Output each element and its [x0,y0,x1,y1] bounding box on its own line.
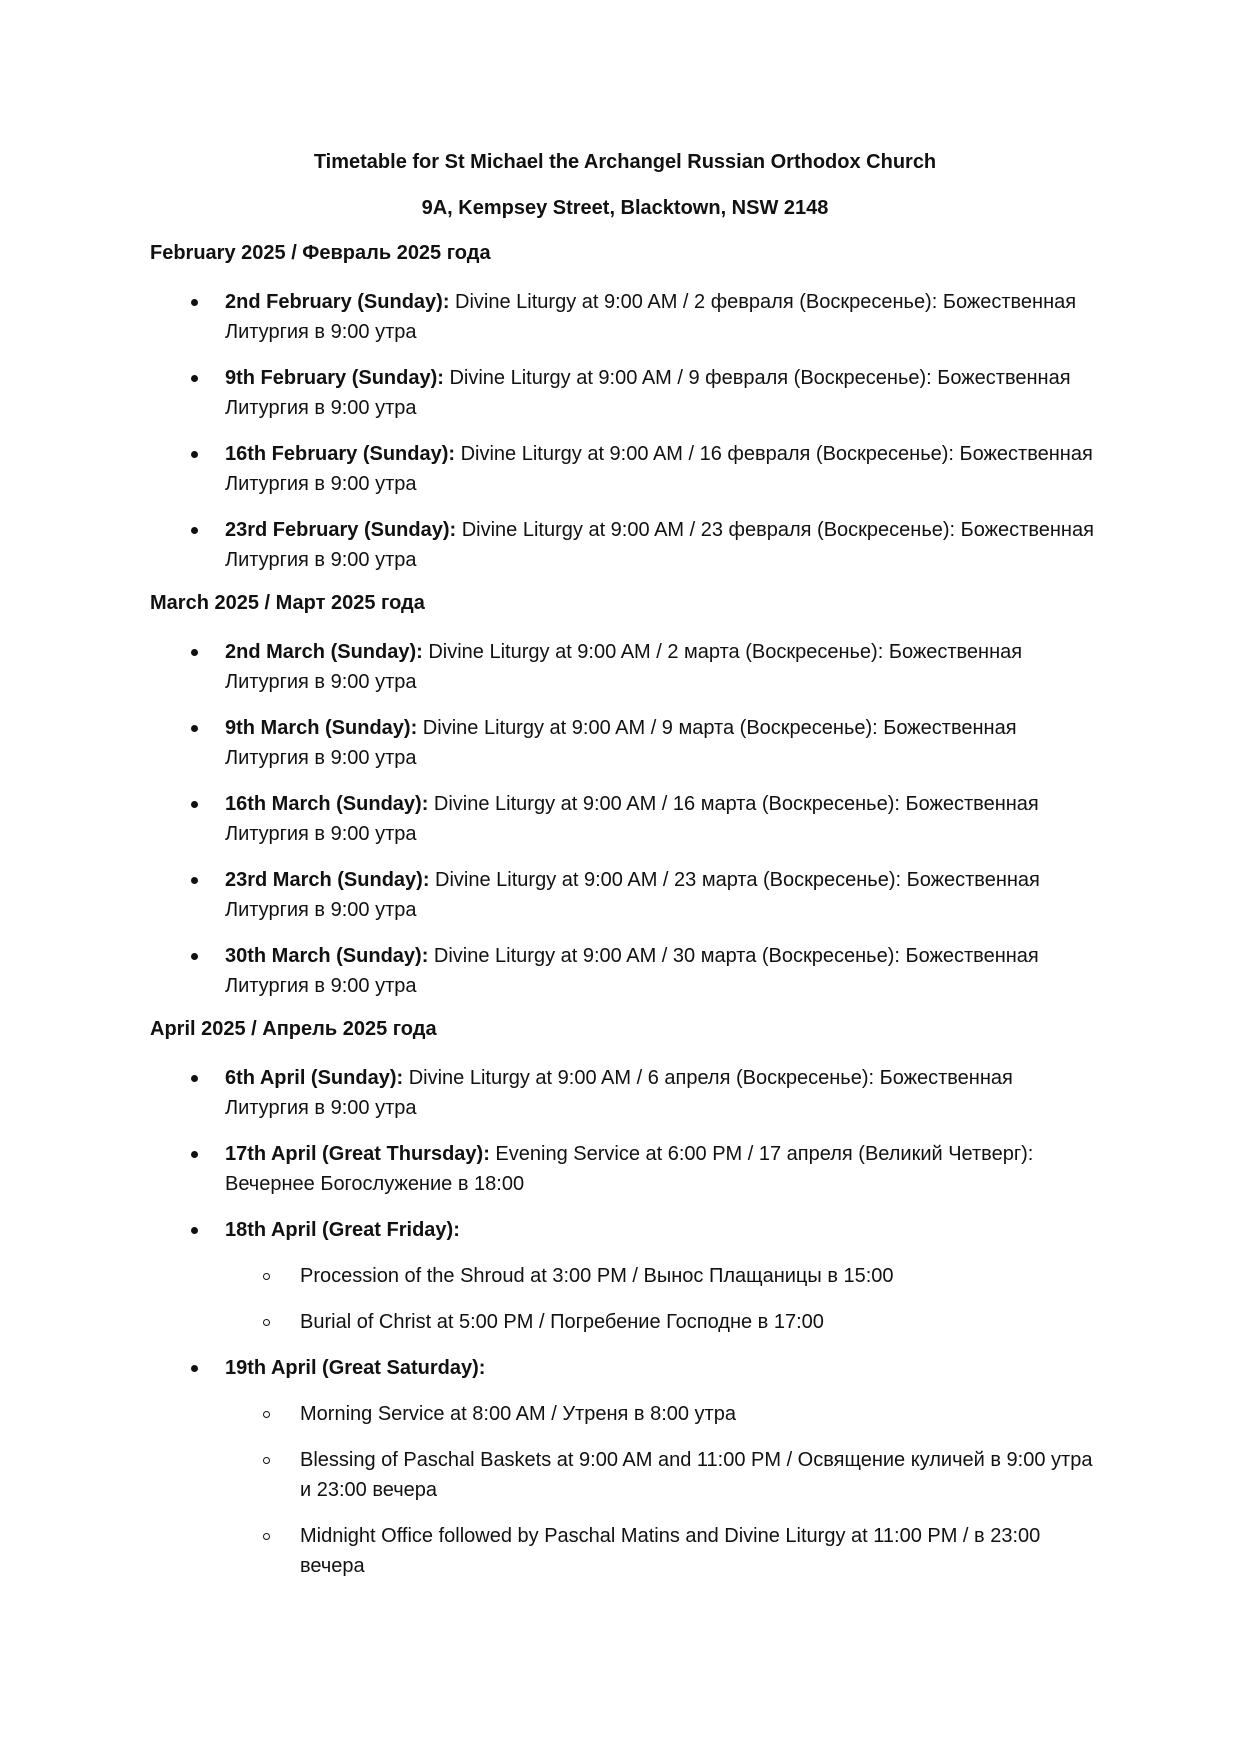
list-item [150,363,1100,423]
sub-list-item [225,1399,1100,1429]
hollow-bullet-icon [263,1457,270,1464]
march-service-list [150,637,1100,1001]
sub-item-text: Burial of Christ at 5:00 PM / Погребение Господне в 17:00 [300,1311,824,1333]
item-description: Divine Liturgy at 9:00 AM / 6 апреля (Воскресенье): Божественная Литургия в 9:00 утра [225,1067,1013,1119]
item-description: Divine Liturgy at 9:00 AM / 30 марта (Воскресенье): Божественная Литургия в 9:00 утра [225,945,1039,997]
item-description: Divine Liturgy at 9:00 AM / 9 февраля (Воскресенье): Божественная Литургия в 9:00 утра [225,367,1071,419]
item-description: Divine Liturgy at 9:00 AM / 23 февраля (Воскресенье): Божественная Литургия в 9:00 утра [225,519,1094,571]
list-item [150,1139,1100,1199]
great-saturday-sublist [225,1399,1100,1581]
list-item [150,865,1100,925]
month-heading-april: April 2025 / Апрель 2025 года [150,1018,437,1040]
bullet-icon [191,649,198,656]
list-item [150,287,1100,347]
bullet-icon [191,451,198,458]
list-item [150,1215,1100,1337]
item-date-label: 18th April (Great Friday): [225,1219,460,1241]
item-description: Evening Service at 6:00 PM / 17 апреля (Великий Четверг): Вечернее Богослужение в 18:00 [225,1143,1034,1195]
list-item [150,439,1100,499]
hollow-bullet-icon [263,1411,270,1418]
hollow-bullet-icon [263,1319,270,1326]
item-date-label: 23rd February (Sunday): [225,519,457,541]
document-page [150,150,1100,1597]
document-address: 9A, Kempsey Street, Blacktown, NSW 2148 [421,197,829,219]
list-item [150,789,1100,849]
item-date-label: 2nd February (Sunday): [225,291,450,313]
item-description: Divine Liturgy at 9:00 AM / 2 февраля (Воскресенье): Божественная Литургия в 9:00 утра [225,291,1077,343]
sub-item-text: Midnight Office followed by Paschal Matins and Divine Liturgy at 11:00 PM / в 23:00 вечера [300,1525,1041,1577]
item-date-label: 17th April (Great Thursday): [225,1143,490,1165]
hollow-bullet-icon [263,1533,270,1540]
bullet-icon [191,953,198,960]
bullet-icon [191,1227,198,1234]
sub-item-text: Blessing of Paschal Baskets at 9:00 AM and 11:00 PM / Освящение куличей в 9:00 утра и 23:00 вечера [300,1449,1093,1501]
list-item [150,713,1100,773]
bullet-icon [191,725,198,732]
item-description: Divine Liturgy at 9:00 AM / 9 марта (Воскресенье): Божественная Литургия в 9:00 утра [225,717,1017,769]
item-date-label: 16th March (Sunday): [225,793,429,815]
item-date-label: 9th March (Sunday): [225,717,418,739]
sub-list-item [225,1261,1100,1291]
sub-list-item [225,1445,1100,1505]
document-title: Timetable for St Michael the Archangel Russian Orthodox Church [313,151,937,173]
item-date-label: 2nd March (Sunday): [225,641,423,663]
bullet-icon [191,801,198,808]
item-date-label: 9th February (Sunday): [225,367,444,389]
february-service-list [150,287,1100,575]
great-friday-sublist [225,1261,1100,1337]
item-date-label: 19th April (Great Saturday): [225,1357,486,1379]
item-date-label: 6th April (Sunday): [225,1067,404,1089]
list-item [150,637,1100,697]
bullet-icon [191,375,198,382]
list-item [150,1063,1100,1123]
bullet-icon [191,877,198,884]
bullet-icon [191,1075,198,1082]
item-description: Divine Liturgy at 9:00 AM / 16 марта (Воскресенье): Божественная Литургия в 9:00 утра [225,793,1039,845]
month-heading-march: March 2025 / Март 2025 года [150,592,425,614]
bullet-icon [191,1365,198,1372]
sub-list-item [225,1521,1100,1581]
april-service-list [150,1063,1100,1581]
list-item [150,941,1100,1001]
month-heading-february: February 2025 / Февраль 2025 года [150,242,491,264]
item-date-label: 23rd March (Sunday): [225,869,430,891]
item-date-label: 16th February (Sunday): [225,443,456,465]
bullet-icon [191,299,198,306]
item-description: Divine Liturgy at 9:00 AM / 2 марта (Воскресенье): Божественная Литургия в 9:00 утра [225,641,1023,693]
item-description: Divine Liturgy at 9:00 AM / 16 февраля (Воскресенье): Божественная Литургия в 9:00 утра [225,443,1093,495]
list-item [150,515,1100,575]
item-date-label: 30th March (Sunday): [225,945,429,967]
hollow-bullet-icon [263,1273,270,1280]
list-item [150,1353,1100,1581]
bullet-icon [191,527,198,534]
sub-item-text: Procession of the Shroud at 3:00 PM / Вынос Плащаницы в 15:00 [300,1265,894,1287]
sub-item-text: Morning Service at 8:00 AM / Утреня в 8:00 утра [300,1403,736,1425]
bullet-icon [191,1151,198,1158]
item-description: Divine Liturgy at 9:00 AM / 23 марта (Воскресенье): Божественная Литургия в 9:00 утра [225,869,1040,921]
sub-list-item [225,1307,1100,1337]
